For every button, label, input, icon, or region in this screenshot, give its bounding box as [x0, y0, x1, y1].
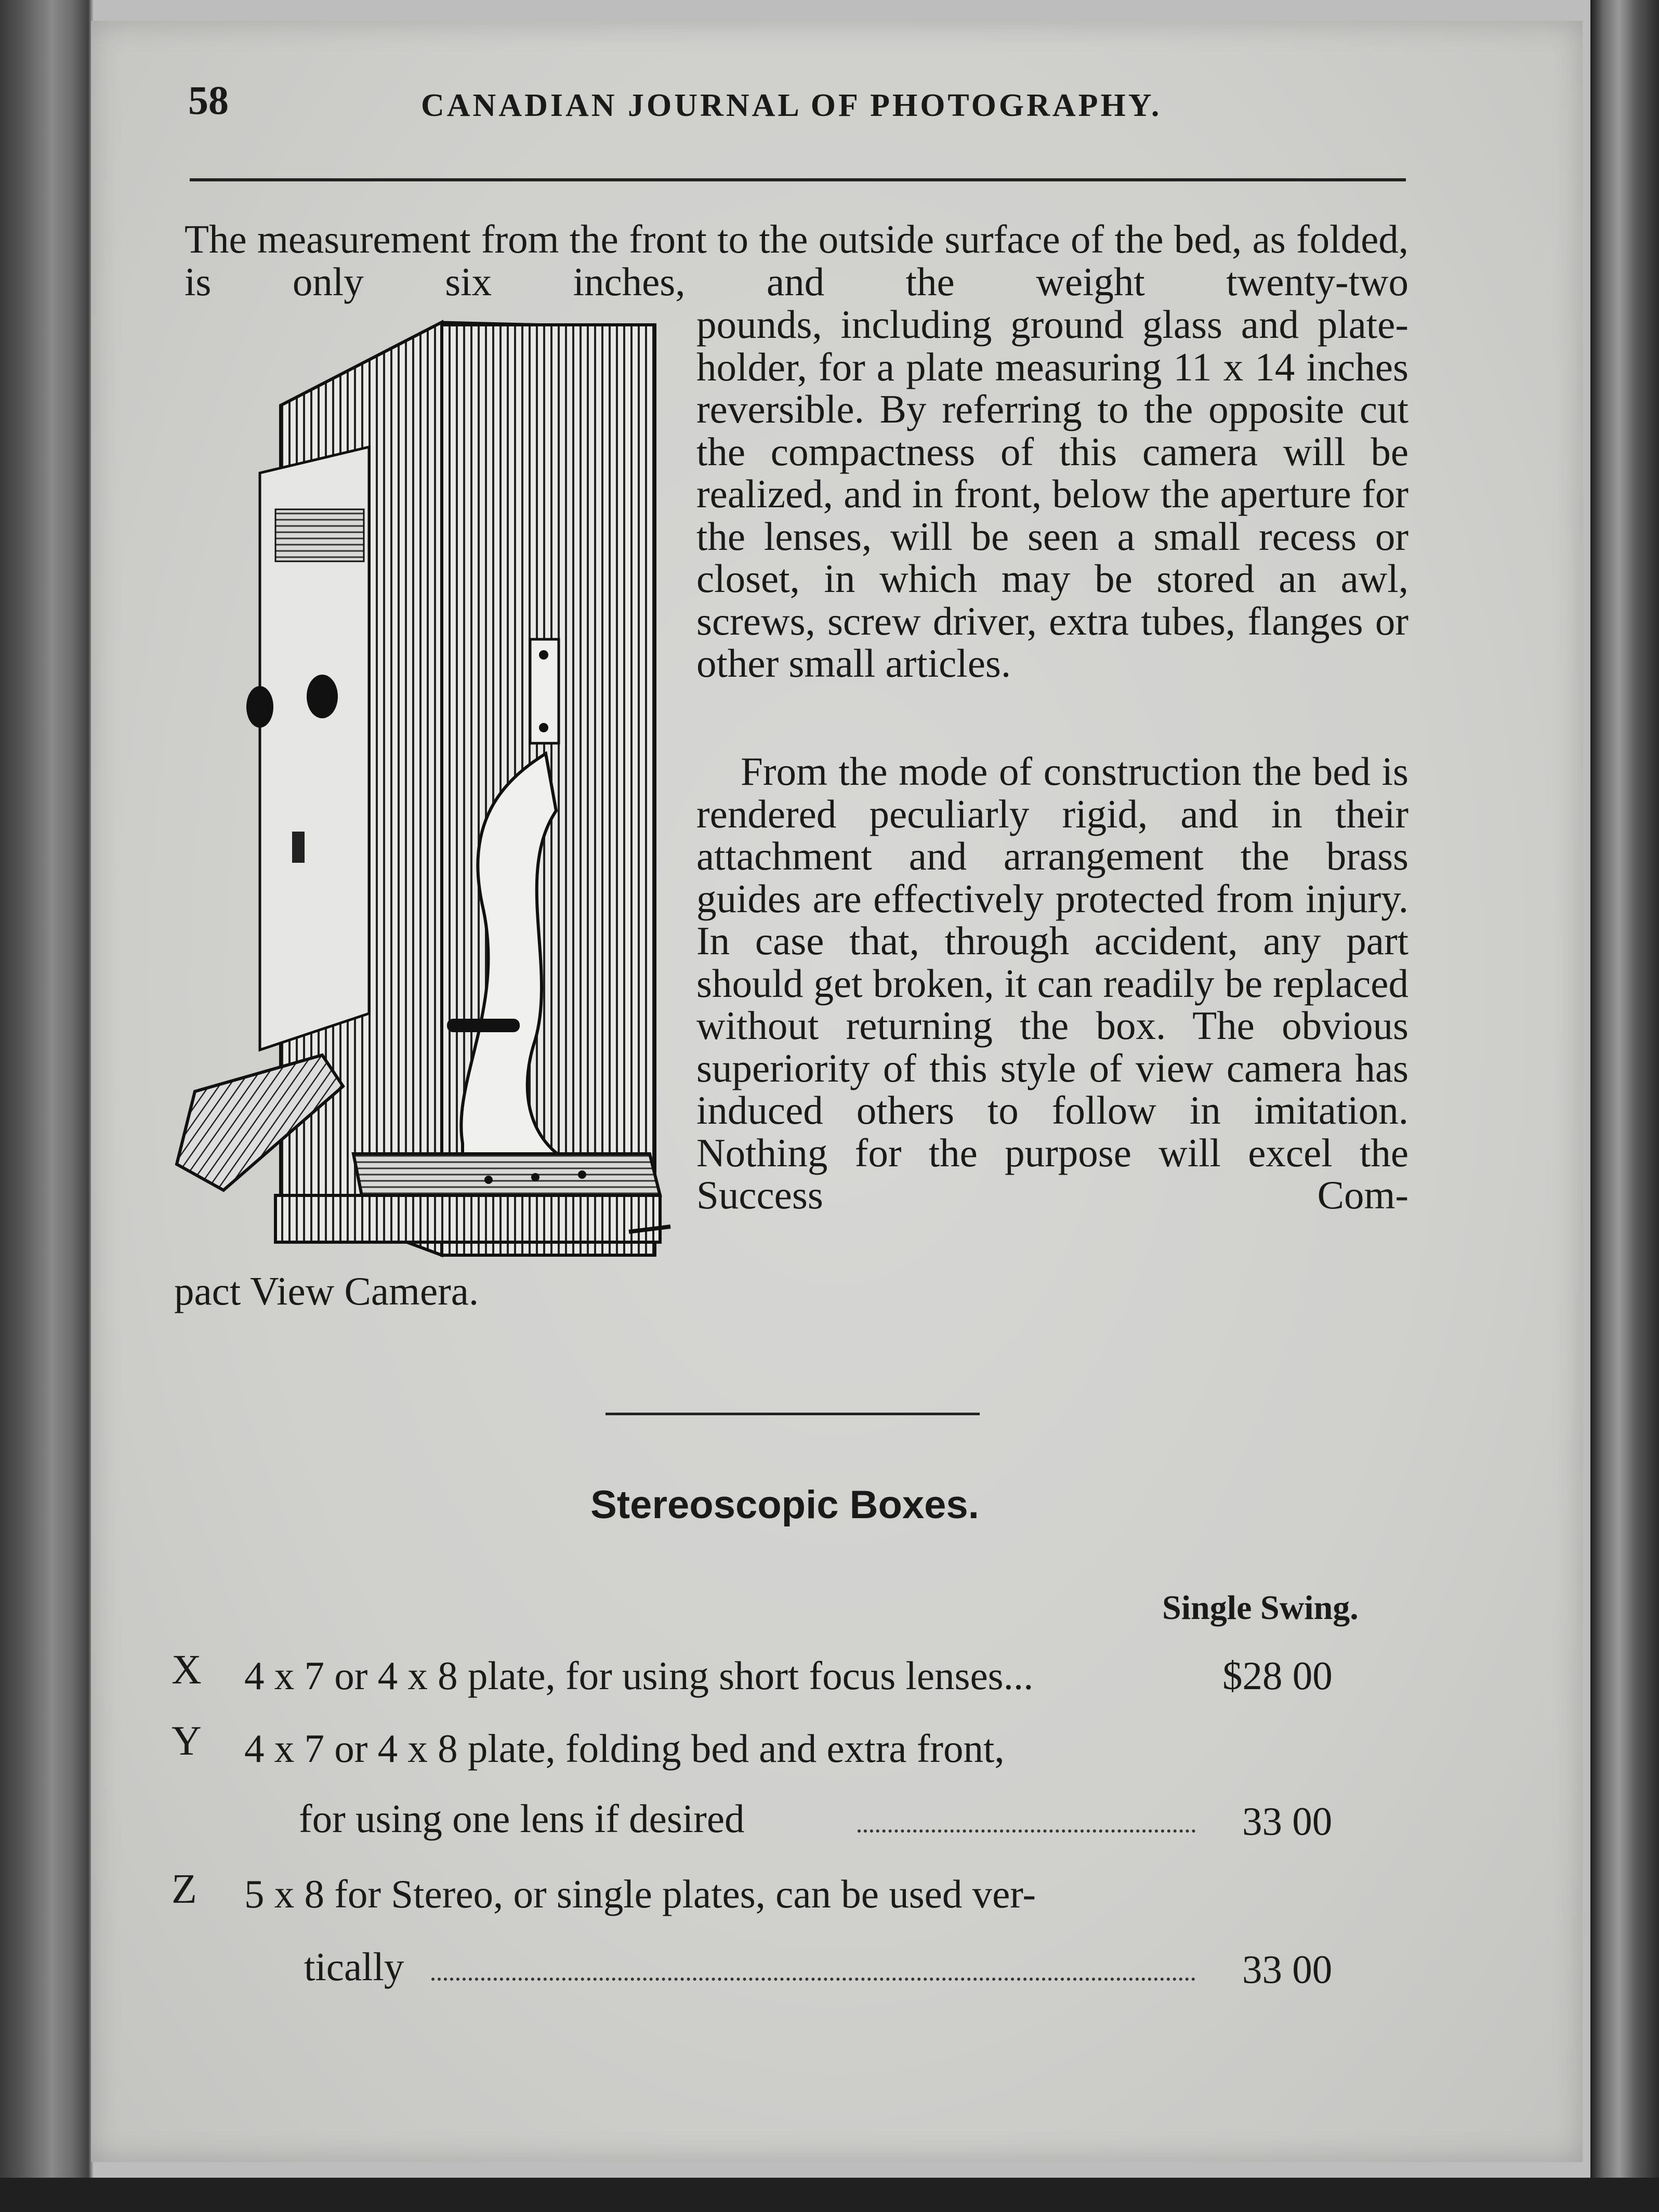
item-z-description-line1: 5 x 8 for Stereo, or single plates, can be used ver-: [244, 1872, 1036, 1916]
item-x-description: 4 x 7 or 4 x 8 plate, for using short focus lenses...: [244, 1653, 1034, 1698]
section-title: Stereoscopic Boxes.: [590, 1483, 979, 1527]
body-paragraph-3: From the mode of construction the bed is rendered peculiarly rigid, and in their attachment and arrangement the brass guides are effectively protected from injury. In case that, through accident, any part should get broken, it can readily be replaced without returning the box. The obvious superiority of this style of view camera has induced others to follow in imitation. Nothing for the purpose will excel the Success Com-: [696, 749, 1408, 1217]
running-head: CANADIAN JOURNAL OF PHOTOGRAPHY.: [421, 88, 1162, 123]
item-y-price: 33 00: [1242, 1799, 1333, 1844]
item-z-price: 33 00: [1242, 1947, 1333, 1992]
section-divider-rule: [605, 1413, 980, 1415]
item-z-letter: Z: [172, 1866, 197, 1912]
item-z-description-line2: tically: [304, 1944, 404, 1989]
page-number: 58: [188, 77, 229, 123]
price-column-heading: Single Swing.: [1162, 1589, 1359, 1627]
book-spine-edge: [1590, 0, 1659, 2212]
item-y-description-line2: for using one lens if desired: [299, 1796, 745, 1841]
item-y-letter: Y: [172, 1718, 202, 1764]
bottom-margin-strip: [0, 2178, 1659, 2212]
camera-illustration: [172, 312, 691, 1263]
body-paragraph-3-tail: pact View Camera.: [174, 1269, 479, 1313]
header-rule: [190, 178, 1406, 181]
item-x-letter: X: [172, 1647, 202, 1693]
item-z-leader-dots: [431, 1978, 1195, 1981]
body-paragraph-1: The measurement from the front to the outside surface of the bed, as folded, is only six inches, and the weight twenty-two: [185, 217, 1408, 304]
item-x-price: $28 00: [1222, 1653, 1333, 1698]
item-y-leader-dots: [858, 1829, 1195, 1833]
body-paragraph-2: pounds, including ground glass and plate-holder, for a plate measuring 11 x 14 inches reversible. By referring to the opposite cut the compactness of this camera will be realized, and in front, below the aperture for the lenses, will be seen a small recess or closet, in which may be stored an awl, screws, screw driver, extra tubes, flanges or other small articles.: [696, 302, 1408, 686]
item-y-description-line1: 4 x 7 or 4 x 8 plate, folding bed and extra front,: [244, 1726, 1005, 1771]
